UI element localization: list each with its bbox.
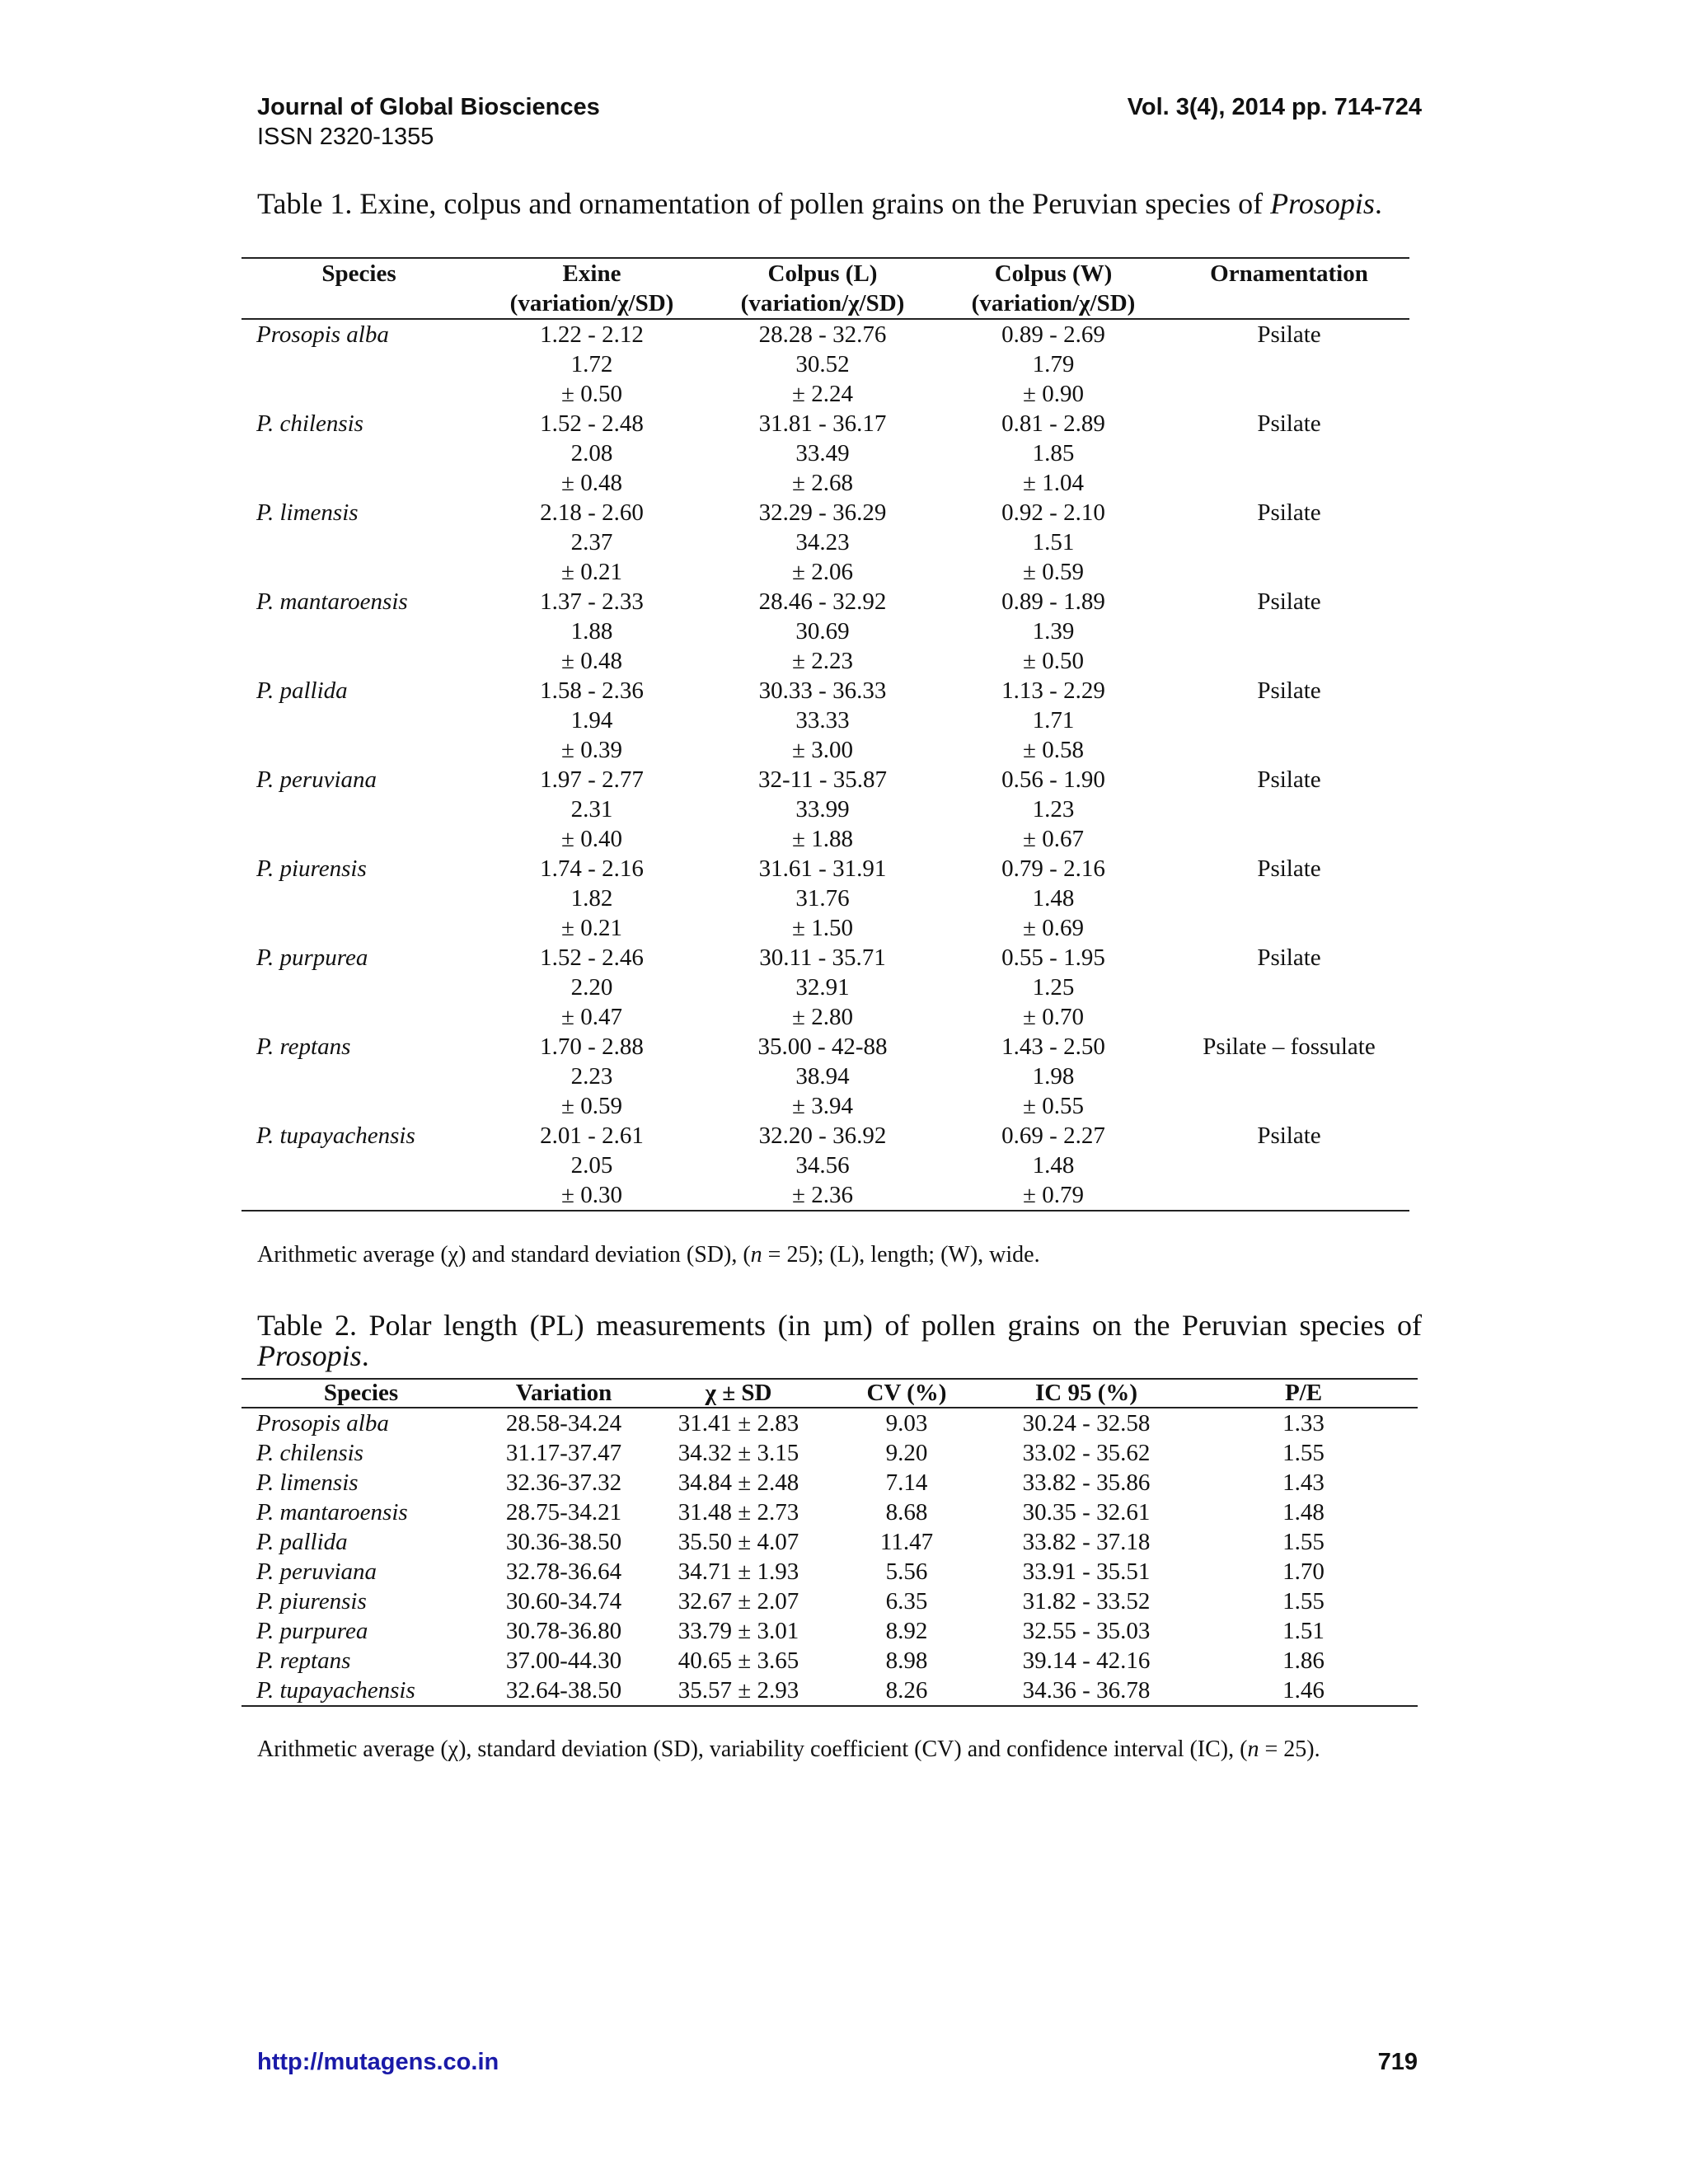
- exine-value: 1.52 - 2.46: [540, 944, 644, 971]
- colpus-l-value: 32-11 - 35.87: [758, 766, 887, 793]
- species-cell: P. purpurea: [256, 944, 368, 971]
- species-cell: P. limensis: [256, 1469, 359, 1496]
- colpus-w-cell: [938, 943, 1169, 1032]
- colpus-w-value: 0.89 - 2.69: [1001, 321, 1105, 348]
- table1-row: [241, 765, 1409, 854]
- exine-value: ± 0.30: [561, 1182, 622, 1208]
- pe-cell: 1.55: [1282, 1588, 1325, 1615]
- colpus-w-value: ± 1.04: [1023, 470, 1084, 496]
- exine-cell: [476, 1032, 707, 1121]
- volume-info: Vol. 3(4), 2014 pp. 714-724: [1127, 94, 1422, 120]
- colpus-l-value: ± 3.00: [792, 737, 853, 763]
- table2-row: [241, 1497, 1418, 1527]
- exine-value: 2.31: [570, 796, 613, 823]
- exine-value: 2.23: [570, 1063, 613, 1090]
- colpus-l-value: 30.33 - 36.33: [758, 677, 887, 704]
- ornamentation-cell: Psilate: [1257, 410, 1321, 437]
- pe-cell: 1.51: [1282, 1618, 1325, 1644]
- exine-value: 1.97 - 2.77: [540, 766, 644, 793]
- table1-caption: Table 1. Exine, colpus and ornamentation of pollen grains on the Peruvian species of Prosopis.: [257, 187, 1382, 220]
- table2: [241, 1378, 1418, 1707]
- colpus-l-value: ± 1.88: [792, 826, 853, 852]
- colpus-l-value: 32.20 - 36.92: [758, 1122, 887, 1149]
- colpus-l-value: 28.28 - 32.76: [758, 321, 887, 348]
- colpus-w-value: 0.56 - 1.90: [1001, 766, 1105, 793]
- table2-row: [241, 1527, 1418, 1557]
- variation-cell: 28.58-34.24: [505, 1410, 622, 1436]
- pe-cell: 1.43: [1282, 1469, 1325, 1496]
- exine-cell: [476, 765, 707, 854]
- table1-row: [241, 676, 1409, 765]
- ornamentation-cell: Psilate: [1257, 499, 1321, 526]
- colpus-l-cell: [707, 1032, 938, 1121]
- exine-value: 2.01 - 2.61: [540, 1122, 644, 1149]
- exine-value: 2.05: [570, 1152, 613, 1179]
- colpus-w-cell: [938, 409, 1169, 498]
- pe-cell: 1.55: [1282, 1529, 1325, 1555]
- table1-row: [241, 1032, 1409, 1121]
- species-cell: P. mantaroensis: [256, 588, 408, 615]
- colpus-w-cell: [938, 676, 1169, 765]
- table2-header-species: Species: [323, 1380, 399, 1406]
- variation-cell: 28.75-34.21: [505, 1499, 622, 1526]
- table1-header-row: [241, 258, 1409, 319]
- exine-cell: [476, 854, 707, 943]
- exine-value: 2.20: [570, 974, 613, 1001]
- table2-row: [241, 1646, 1418, 1675]
- exine-value: 1.58 - 2.36: [540, 677, 644, 704]
- colpus-w-cell: [938, 765, 1169, 854]
- cv-cell: 11.47: [879, 1529, 934, 1555]
- table1-header-colpus-w: Colpus (W) (variation/χ/SD): [971, 260, 1136, 316]
- colpus-l-value: 31.81 - 36.17: [758, 410, 887, 437]
- table1-row: [241, 319, 1409, 409]
- mean-sd-cell: 34.32 ± 3.15: [678, 1440, 799, 1466]
- colpus-w-cell: [938, 498, 1169, 587]
- colpus-l-value: 31.61 - 31.91: [758, 855, 887, 882]
- ic95-cell: 30.35 - 32.61: [1022, 1499, 1151, 1526]
- colpus-w-value: ± 0.55: [1023, 1093, 1084, 1119]
- exine-value: 1.37 - 2.33: [540, 588, 644, 615]
- table2-note: Arithmetic average (χ), standard deviation (SD), variability coefficient (CV) and confidence interval (IC), (n = 25).: [257, 1736, 1320, 1762]
- exine-value: 1.22 - 2.12: [540, 321, 644, 348]
- ic95-cell: 30.24 - 32.58: [1022, 1410, 1151, 1436]
- exine-value: ± 0.50: [561, 381, 622, 407]
- colpus-w-value: 1.85: [1032, 440, 1075, 466]
- exine-value: 2.18 - 2.60: [540, 499, 644, 526]
- colpus-l-value: 33.49: [795, 440, 850, 466]
- exine-value: ± 0.21: [561, 559, 622, 585]
- exine-value: ± 0.47: [561, 1004, 622, 1030]
- colpus-l-cell: [707, 409, 938, 498]
- colpus-w-value: 1.98: [1032, 1063, 1075, 1090]
- table1-row: [241, 1121, 1409, 1211]
- species-cell: P. pallida: [256, 677, 348, 704]
- colpus-w-value: 0.79 - 2.16: [1001, 855, 1105, 882]
- table1-row: [241, 409, 1409, 498]
- species-cell: Prosopis alba: [256, 1410, 389, 1436]
- variation-cell: 31.17-37.47: [505, 1440, 622, 1466]
- colpus-l-value: ± 2.80: [792, 1004, 853, 1030]
- colpus-w-value: ± 0.67: [1023, 826, 1084, 852]
- colpus-w-value: ± 0.70: [1023, 1004, 1084, 1030]
- variation-cell: 32.36-37.32: [505, 1469, 622, 1496]
- footer-url[interactable]: http://mutagens.co.in: [257, 2049, 499, 2075]
- colpus-w-value: 1.79: [1032, 351, 1075, 377]
- species-cell: P. limensis: [256, 499, 359, 526]
- colpus-l-value: 33.99: [795, 796, 850, 823]
- colpus-l-value: ± 2.68: [792, 470, 853, 496]
- ornamentation-cell: Psilate: [1257, 1122, 1321, 1149]
- ornamentation-cell: Psilate: [1257, 855, 1321, 882]
- colpus-l-cell: [707, 943, 938, 1032]
- colpus-w-value: ± 0.90: [1023, 381, 1084, 407]
- colpus-w-value: 0.89 - 1.89: [1001, 588, 1105, 615]
- table2-header-row: [241, 1379, 1418, 1408]
- species-cell: P. purpurea: [256, 1618, 368, 1644]
- ornamentation-cell: Psilate: [1257, 766, 1321, 793]
- exine-value: ± 0.48: [561, 648, 622, 674]
- exine-value: ± 0.48: [561, 470, 622, 496]
- exine-cell: [476, 587, 707, 676]
- colpus-w-cell: [938, 1032, 1169, 1121]
- ic95-cell: 39.14 - 42.16: [1022, 1647, 1151, 1674]
- ic95-cell: 34.36 - 36.78: [1022, 1677, 1151, 1704]
- exine-cell: [476, 943, 707, 1032]
- ornamentation-cell: Psilate: [1257, 588, 1321, 615]
- colpus-l-value: ± 2.24: [792, 381, 853, 407]
- table1-header-ornamentation: Ornamentation: [1210, 260, 1368, 287]
- exine-cell: [476, 319, 707, 409]
- issn: ISSN 2320-1355: [257, 124, 434, 150]
- exine-value: ± 0.59: [561, 1093, 622, 1119]
- exine-cell: [476, 676, 707, 765]
- colpus-w-value: 0.69 - 2.27: [1001, 1122, 1105, 1149]
- exine-value: 2.08: [570, 440, 613, 466]
- cv-cell: 8.92: [885, 1618, 928, 1644]
- colpus-l-cell: [707, 854, 938, 943]
- pe-cell: 1.33: [1282, 1410, 1325, 1436]
- exine-value: ± 0.21: [561, 915, 622, 941]
- ic95-cell: 31.82 - 33.52: [1022, 1588, 1151, 1615]
- ic95-cell: 33.02 - 35.62: [1022, 1440, 1151, 1466]
- colpus-w-value: 1.25: [1032, 974, 1075, 1001]
- ic95-cell: 33.91 - 35.51: [1022, 1558, 1151, 1585]
- species-cell: P. reptans: [256, 1033, 351, 1060]
- variation-cell: 32.78-36.64: [505, 1558, 622, 1585]
- colpus-l-value: 32.91: [795, 974, 850, 1001]
- pe-cell: 1.55: [1282, 1440, 1325, 1466]
- colpus-l-value: ± 3.94: [792, 1093, 853, 1119]
- table2-row: [241, 1675, 1418, 1706]
- ornamentation-cell: Psilate: [1257, 677, 1321, 704]
- table1: [241, 257, 1409, 1212]
- mean-sd-cell: 35.57 ± 2.93: [678, 1677, 799, 1704]
- table1-note: Arithmetic average (χ) and standard deviation (SD), (n = 25); (L), length; (W), wide.: [257, 1242, 1040, 1268]
- mean-sd-cell: 34.71 ± 1.93: [678, 1558, 799, 1585]
- colpus-l-cell: [707, 319, 938, 409]
- table1-header-colpus-l: Colpus (L) (variation/χ/SD): [740, 260, 905, 316]
- cv-cell: 7.14: [885, 1469, 928, 1496]
- cv-cell: 5.56: [885, 1558, 928, 1585]
- ornamentation-cell: Psilate: [1257, 321, 1321, 348]
- colpus-w-value: ± 0.50: [1023, 648, 1084, 674]
- exine-value: ± 0.40: [561, 826, 622, 852]
- table1-header-exine: Exine (variation/χ/SD): [509, 260, 674, 316]
- colpus-w-value: ± 0.69: [1023, 915, 1084, 941]
- mean-sd-cell: 32.67 ± 2.07: [678, 1588, 799, 1615]
- colpus-l-cell: [707, 587, 938, 676]
- table2-header-variation: Variation: [515, 1380, 612, 1406]
- table2-header-ic95: IC 95 (%): [1034, 1380, 1138, 1406]
- ic95-cell: 32.55 - 35.03: [1022, 1618, 1151, 1644]
- variation-cell: 37.00-44.30: [505, 1647, 622, 1674]
- mean-sd-cell: 31.48 ± 2.73: [678, 1499, 799, 1526]
- colpus-l-value: ± 2.23: [792, 648, 853, 674]
- species-cell: P. chilensis: [256, 410, 363, 437]
- page-number: 719: [1377, 2049, 1418, 2075]
- colpus-w-value: 0.81 - 2.89: [1001, 410, 1105, 437]
- colpus-l-value: 34.23: [795, 529, 850, 555]
- table2-row: [241, 1438, 1418, 1468]
- colpus-l-cell: [707, 676, 938, 765]
- colpus-l-value: 30.11 - 35.71: [759, 944, 886, 971]
- colpus-l-value: ± 1.50: [792, 915, 853, 941]
- colpus-w-value: ± 0.59: [1023, 559, 1084, 585]
- cv-cell: 8.68: [885, 1499, 928, 1526]
- colpus-w-value: 1.23: [1032, 796, 1075, 823]
- species-cell: P. piurensis: [256, 855, 367, 882]
- colpus-w-value: 1.71: [1032, 707, 1075, 733]
- ornamentation-cell: Psilate – fossulate: [1203, 1033, 1376, 1060]
- colpus-w-cell: [938, 854, 1169, 943]
- table2-header-mean-sd: χ ± SD: [705, 1380, 772, 1406]
- cv-cell: 6.35: [885, 1588, 928, 1615]
- journal-title: Journal of Global Biosciences: [257, 94, 600, 120]
- species-cell: P. peruviana: [256, 766, 377, 793]
- cv-cell: 9.20: [885, 1440, 928, 1466]
- mean-sd-cell: 34.84 ± 2.48: [678, 1469, 799, 1496]
- exine-value: 1.72: [570, 351, 613, 377]
- colpus-w-value: 1.39: [1032, 618, 1075, 644]
- species-cell: Prosopis alba: [256, 321, 389, 348]
- colpus-w-value: 1.13 - 2.29: [1001, 677, 1105, 704]
- species-cell: P. piurensis: [256, 1588, 367, 1615]
- mean-sd-cell: 35.50 ± 4.07: [678, 1529, 799, 1555]
- species-cell: P. reptans: [256, 1647, 351, 1674]
- species-cell: P. peruviana: [256, 1558, 377, 1585]
- exine-value: ± 0.39: [561, 737, 622, 763]
- table1-row: [241, 943, 1409, 1032]
- exine-cell: [476, 409, 707, 498]
- exine-value: 1.94: [570, 707, 613, 733]
- colpus-l-value: 31.76: [795, 885, 850, 912]
- exine-value: 1.70 - 2.88: [540, 1033, 644, 1060]
- table2-header-pe: P/E: [1284, 1380, 1323, 1406]
- species-cell: P. tupayachensis: [256, 1122, 415, 1149]
- table2-row: [241, 1616, 1418, 1646]
- table1-row: [241, 587, 1409, 676]
- colpus-l-value: 34.56: [795, 1152, 850, 1179]
- colpus-l-cell: [707, 498, 938, 587]
- species-cell: P. tupayachensis: [256, 1677, 415, 1704]
- pe-cell: 1.48: [1282, 1499, 1325, 1526]
- colpus-w-value: 1.43 - 2.50: [1001, 1033, 1105, 1060]
- variation-cell: 32.64-38.50: [505, 1677, 622, 1704]
- exine-value: 1.74 - 2.16: [540, 855, 644, 882]
- colpus-l-value: 38.94: [795, 1063, 850, 1090]
- variation-cell: 30.78-36.80: [505, 1618, 622, 1644]
- table2-row: [241, 1468, 1418, 1497]
- table2-caption: Table 2. Polar length (PL) measurements (in µm) of pollen grains on the Peruvian species of Prosopis.: [257, 1309, 1422, 1372]
- colpus-l-value: 35.00 - 42-88: [757, 1033, 888, 1060]
- cv-cell: 8.98: [885, 1647, 928, 1674]
- colpus-w-value: 1.48: [1032, 1152, 1075, 1179]
- mean-sd-cell: 33.79 ± 3.01: [678, 1618, 799, 1644]
- table2-header-cv: CV (%): [866, 1380, 947, 1406]
- colpus-w-value: 0.55 - 1.95: [1001, 944, 1105, 971]
- exine-cell: [476, 1121, 707, 1211]
- colpus-w-value: 0.92 - 2.10: [1001, 499, 1105, 526]
- cv-cell: 9.03: [885, 1410, 928, 1436]
- table1-row: [241, 498, 1409, 587]
- table1-row: [241, 854, 1409, 943]
- colpus-l-value: 30.69: [795, 618, 850, 644]
- ornamentation-cell: Psilate: [1257, 944, 1321, 971]
- ic95-cell: 33.82 - 35.86: [1022, 1469, 1151, 1496]
- colpus-w-value: 1.48: [1032, 885, 1075, 912]
- exine-value: 2.37: [570, 529, 613, 555]
- ic95-cell: 33.82 - 37.18: [1022, 1529, 1151, 1555]
- table1-header-species: Species: [321, 260, 396, 287]
- species-cell: P. mantaroensis: [256, 1499, 408, 1526]
- species-cell: P. chilensis: [256, 1440, 363, 1466]
- colpus-l-value: ± 2.36: [792, 1182, 853, 1208]
- colpus-l-cell: [707, 765, 938, 854]
- pe-cell: 1.46: [1282, 1677, 1325, 1704]
- cv-cell: 8.26: [885, 1677, 928, 1704]
- colpus-l-value: ± 2.06: [792, 559, 853, 585]
- colpus-w-value: ± 0.58: [1023, 737, 1084, 763]
- colpus-w-cell: [938, 587, 1169, 676]
- colpus-w-value: 1.51: [1032, 529, 1075, 555]
- mean-sd-cell: 40.65 ± 3.65: [678, 1647, 799, 1674]
- colpus-l-value: 28.46 - 32.92: [758, 588, 887, 615]
- variation-cell: 30.60-34.74: [505, 1588, 622, 1615]
- colpus-w-cell: [938, 1121, 1169, 1211]
- variation-cell: 30.36-38.50: [505, 1529, 622, 1555]
- table2-row: [241, 1408, 1418, 1438]
- pe-cell: 1.86: [1282, 1647, 1325, 1674]
- colpus-l-cell: [707, 1121, 938, 1211]
- colpus-l-value: 30.52: [795, 351, 850, 377]
- colpus-l-value: 32.29 - 36.29: [758, 499, 887, 526]
- exine-value: 1.88: [570, 618, 613, 644]
- table2-row: [241, 1557, 1418, 1586]
- table2-row: [241, 1586, 1418, 1616]
- mean-sd-cell: 31.41 ± 2.83: [678, 1410, 799, 1436]
- exine-value: 1.52 - 2.48: [540, 410, 644, 437]
- colpus-w-cell: [938, 319, 1169, 409]
- exine-cell: [476, 498, 707, 587]
- colpus-w-value: ± 0.79: [1023, 1182, 1084, 1208]
- exine-value: 1.82: [570, 885, 613, 912]
- colpus-l-value: 33.33: [795, 707, 850, 733]
- pe-cell: 1.70: [1282, 1558, 1325, 1585]
- species-cell: P. pallida: [256, 1529, 348, 1555]
